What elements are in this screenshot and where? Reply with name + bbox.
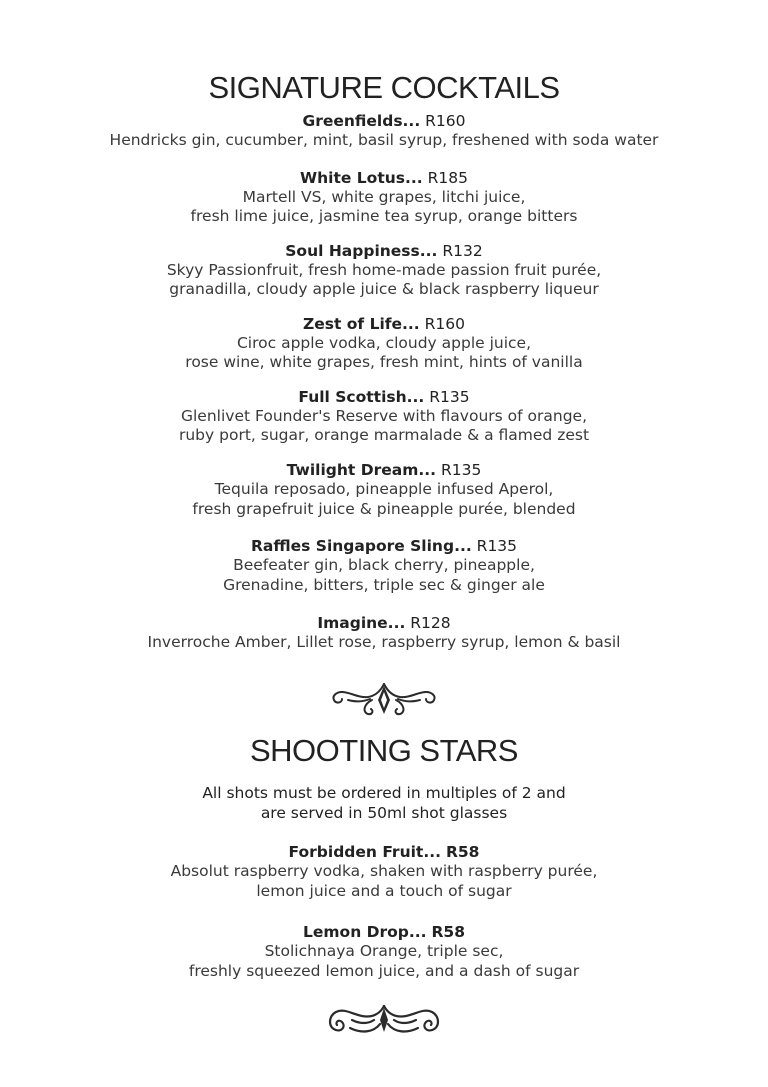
description-line: Grenadine, bitters, triple sec & ginger ale	[223, 576, 545, 594]
menu-item-zest-of-life	[0, 315, 768, 373]
item-price: R135	[429, 387, 470, 406]
flourish-scroll-icon	[328, 678, 440, 720]
item-description	[0, 480, 768, 520]
menu-item-twilight-dream	[0, 461, 768, 520]
item-price: R132	[442, 241, 483, 260]
item-name: Greenfields...	[302, 112, 421, 130]
ordering-note	[0, 783, 768, 823]
menu-item-raffles-singapore-sling	[0, 537, 768, 596]
menu-item-soul-happiness	[0, 242, 768, 300]
menu-item-imagine	[0, 614, 768, 653]
item-description	[0, 556, 768, 596]
menu-item-lemon-drop	[0, 923, 768, 981]
item-description	[0, 407, 768, 446]
description-line: granadilla, cloudy apple juice & black raspberry liqueur	[169, 280, 599, 298]
menu-item-forbidden-fruit	[0, 843, 768, 901]
description-line: Inverroche Amber, Lillet rose, raspberry syrup, lemon & basil	[147, 632, 621, 651]
signature-cocktails-list	[0, 112, 768, 652]
description-line: Beefeater gin, black cherry, pineapple,	[233, 555, 535, 574]
item-name: Raffles Singapore Sling...	[250, 536, 472, 555]
item-description	[0, 131, 768, 151]
item-description	[0, 862, 768, 901]
description-line: ruby port, sugar, orange marmalade & a flamed zest	[178, 426, 590, 444]
item-description	[0, 261, 768, 300]
description-line: fresh grapefruit juice & pineapple purée, blended	[192, 500, 576, 518]
item-price: R135	[440, 460, 482, 479]
item-name: Zest of Life...	[303, 314, 420, 333]
note-line: All shots must be ordered in multiples of 2 and	[202, 784, 566, 802]
item-price: R58	[431, 923, 465, 941]
description-line: freshly squeezed lemon juice, and a dash of sugar	[188, 961, 580, 980]
item-name: Forbidden Fruit...	[288, 843, 441, 861]
menu-item-full-scottish	[0, 388, 768, 446]
item-price: R135	[476, 536, 518, 555]
description-line: Absolut raspberry vodka, shaken with raspberry purée,	[170, 862, 598, 880]
description-line: rose wine, white grapes, fresh mint, hints of vanilla	[185, 353, 583, 371]
item-price: R185	[427, 168, 468, 187]
description-line: Hendricks gin, cucumber, mint, basil syrup, freshened with soda water	[109, 131, 659, 149]
item-description	[0, 188, 768, 227]
description-line: Skyy Passionfruit, fresh home-made passion fruit purée,	[166, 260, 602, 279]
item-description	[0, 334, 768, 373]
item-name: Full Scottish...	[298, 387, 425, 406]
description-line: Glenlivet Founder's Reserve with flavours of orange,	[180, 406, 587, 425]
item-price: R160	[425, 112, 466, 130]
shooting-stars-list	[0, 843, 768, 981]
item-price: R128	[410, 613, 451, 632]
description-line: Ciroc apple vodka, cloudy apple juice,	[236, 333, 532, 352]
item-name: Imagine...	[317, 613, 406, 632]
description-line: fresh lime juice, jasmine tea syrup, orange bitters	[190, 207, 578, 225]
description-line: Martell VS, white grapes, litchi juice,	[242, 187, 526, 206]
item-price: R160	[424, 314, 465, 333]
item-name: Twilight Dream...	[286, 460, 437, 479]
section-title-signature-cocktails: SIGNATURE COCKTAILS	[208, 70, 560, 105]
item-name: Lemon Drop...	[303, 923, 427, 941]
item-name: White Lotus...	[300, 168, 423, 187]
description-line: Tequila reposado, pineapple infused Aperol,	[214, 479, 554, 498]
note-line: are served in 50ml shot glasses	[260, 804, 508, 822]
item-price: R58	[445, 843, 480, 861]
section-title-shooting-stars: SHOOTING STARS	[249, 733, 518, 768]
description-line: lemon juice and a touch of sugar	[256, 881, 512, 900]
item-name: Soul Happiness...	[285, 241, 438, 260]
item-description	[0, 942, 768, 981]
menu-item-white-lotus	[0, 169, 768, 227]
menu-item-greenfields	[0, 112, 768, 151]
item-description	[0, 633, 768, 653]
flourish-swirl-icon	[322, 998, 446, 1040]
description-line: Stolichnaya Orange, triple sec,	[264, 942, 504, 960]
